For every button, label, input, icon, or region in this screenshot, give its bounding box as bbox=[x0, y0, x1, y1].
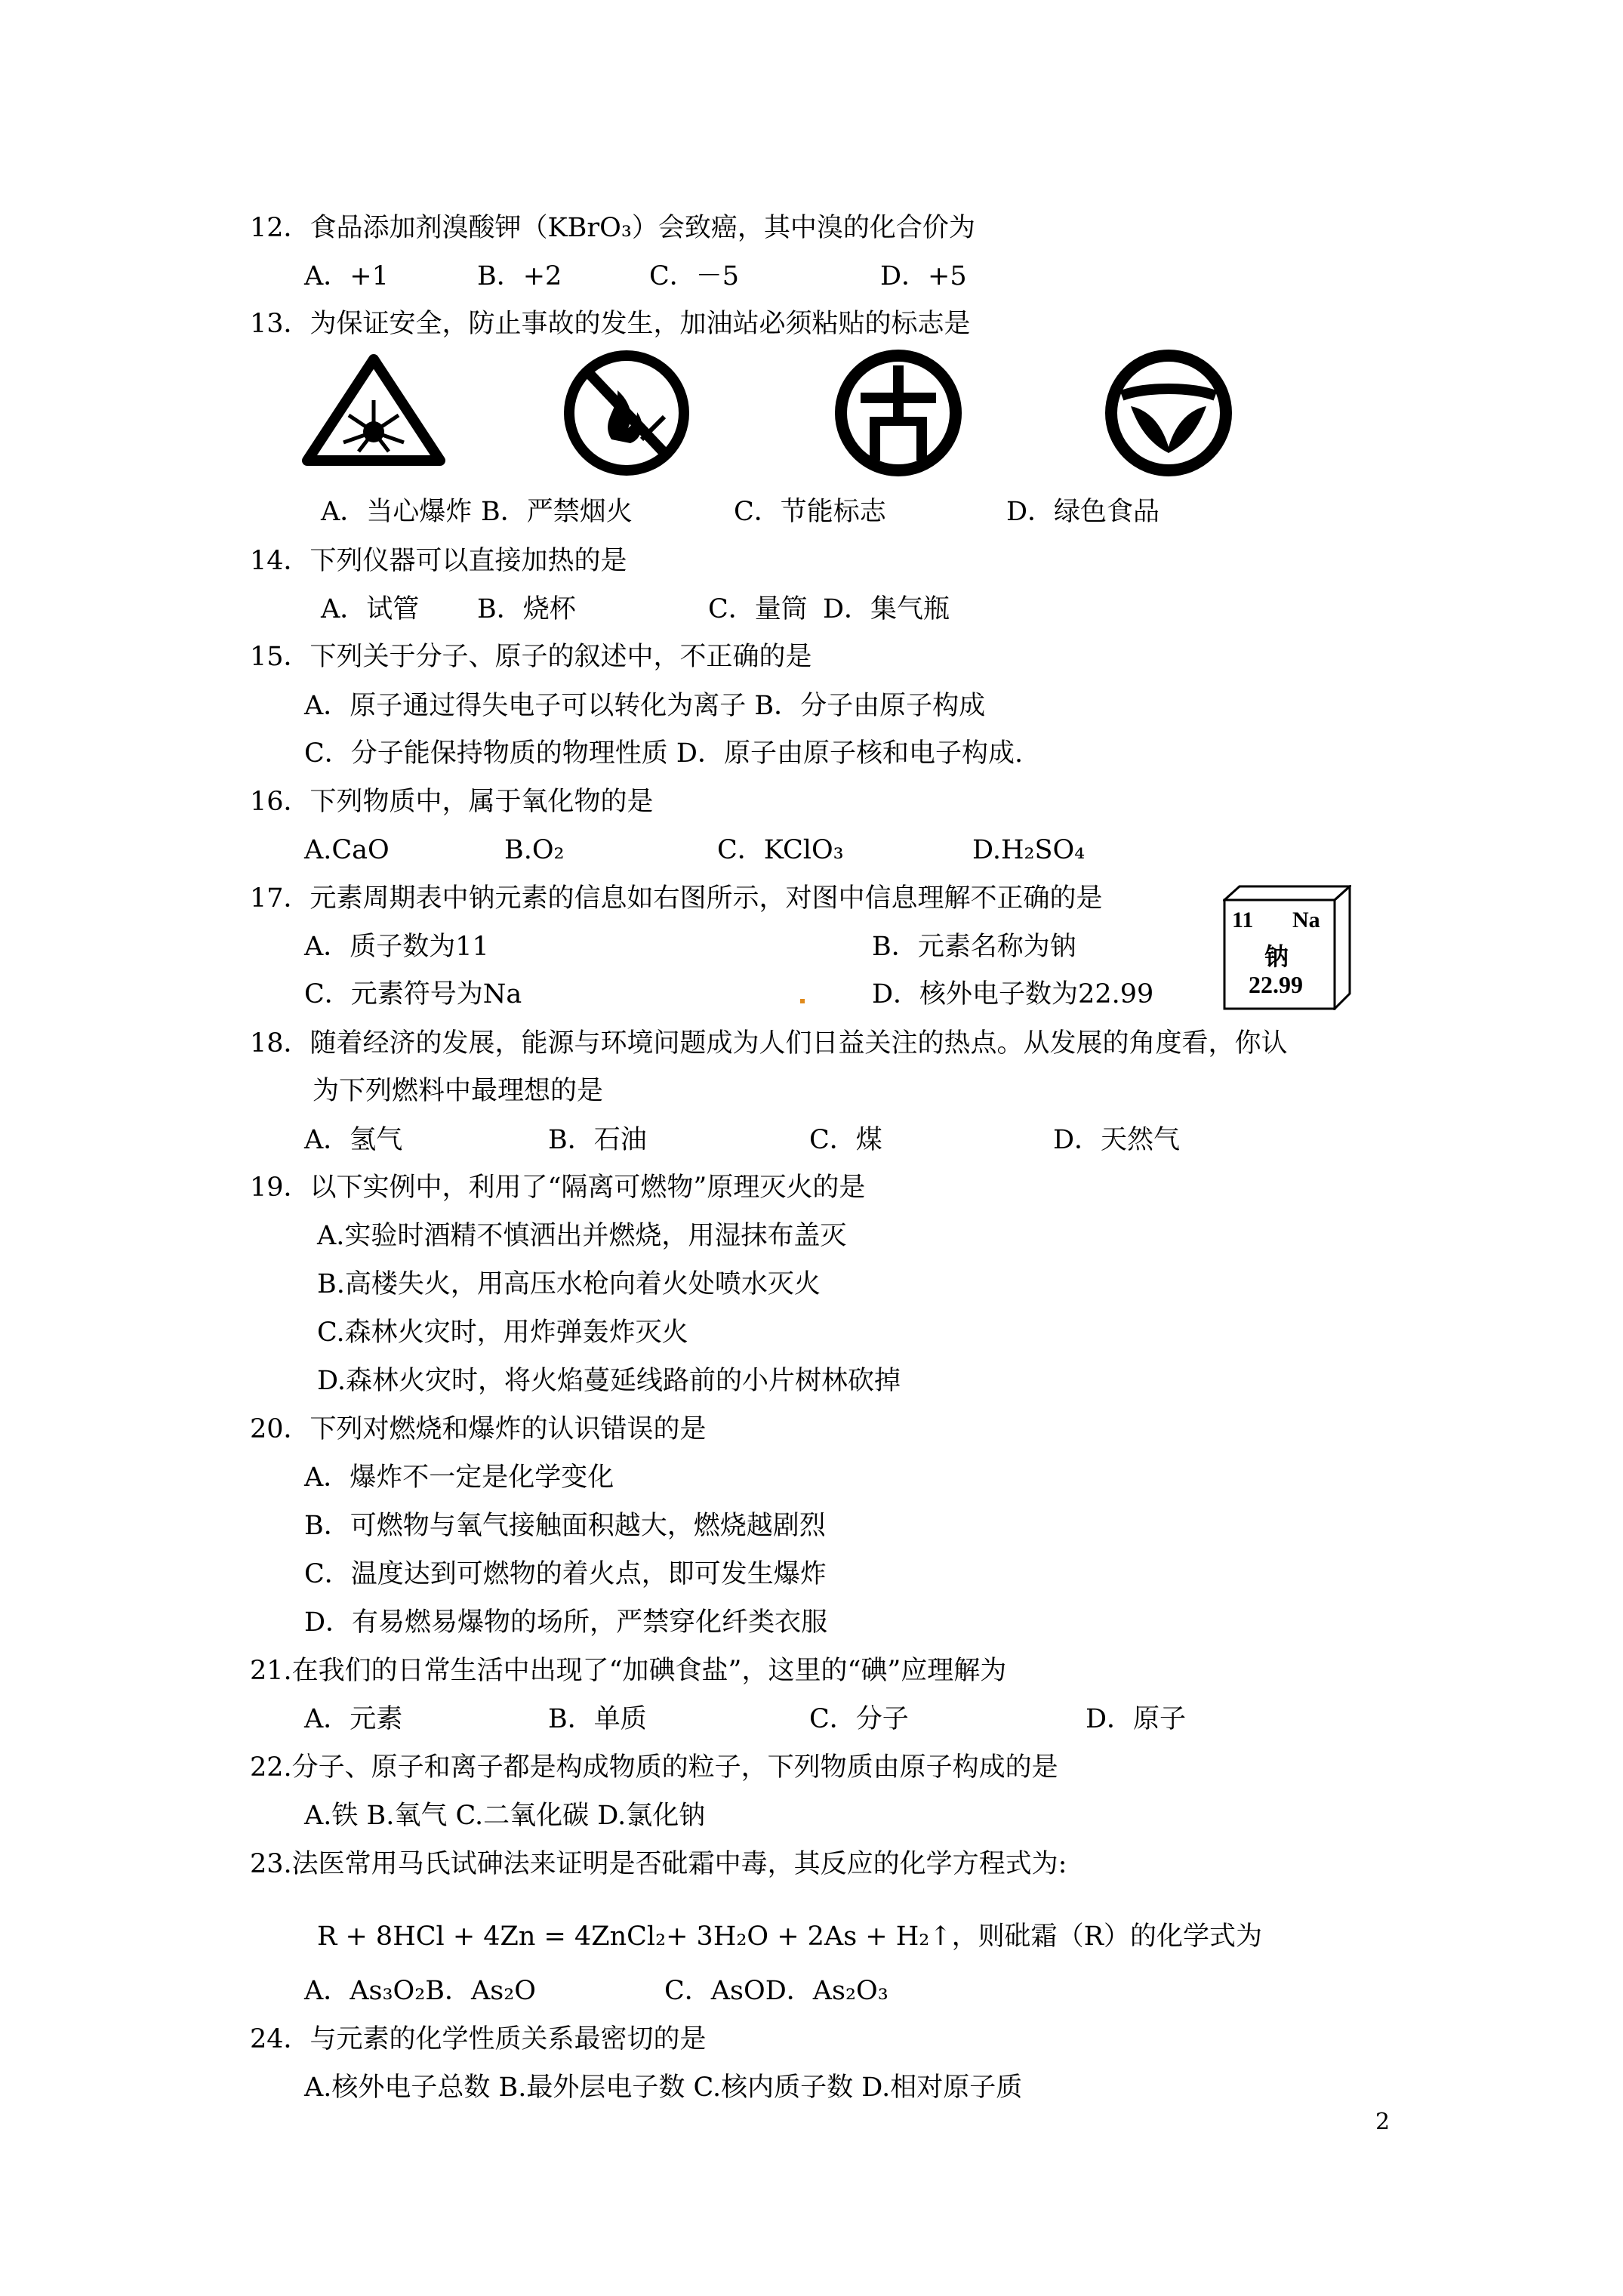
q18-option-d[interactable]: D．天然气 bbox=[1053, 1125, 1181, 1155]
q19-option-b[interactable]: B.高楼失火，用高压水枪向着火处喷水灭火 bbox=[317, 1269, 821, 1299]
q23-options-cd[interactable]: C．AsOD．As₂O₃ bbox=[664, 1976, 888, 2006]
page-number: 2 bbox=[1375, 2109, 1390, 2135]
q20-option-d[interactable]: D．有易燃易爆物的场所，严禁穿化纤类衣服 bbox=[304, 1607, 828, 1638]
q21-option-b[interactable]: B．单质 bbox=[548, 1704, 647, 1734]
q21-option-d[interactable]: D．原子 bbox=[1086, 1704, 1187, 1734]
q12-stem: 12．食品添加剂溴酸钾（KBrO₃）会致癌，其中溴的化合价为 bbox=[250, 213, 975, 243]
q12-option-c[interactable]: C．－5 bbox=[649, 261, 740, 291]
stray-mark bbox=[800, 999, 805, 1003]
q18-option-a[interactable]: A．氢气 bbox=[304, 1125, 403, 1155]
q20-option-b[interactable]: B．可燃物与氧气接触面积越大，燃烧越剧烈 bbox=[304, 1511, 826, 1541]
atomic-number: 11 bbox=[1232, 908, 1254, 932]
q23-options-ab[interactable]: A．As₃O₂B．As₂O bbox=[304, 1976, 536, 2006]
q15-stem: 15．下列关于分子、原子的叙述中，不正确的是 bbox=[250, 642, 812, 672]
q24-stem: 24．与元素的化学性质关系最密切的是 bbox=[250, 2024, 707, 2054]
q14-option-c[interactable]: C．量筒 bbox=[708, 594, 808, 624]
q13-stem: 13．为保证安全，防止事故的发生，加油站必须粘贴的标志是 bbox=[250, 309, 971, 339]
q17-option-a[interactable]: A．质子数为11 bbox=[304, 932, 489, 962]
q15-options-cd[interactable]: C．分子能保持物质的物理性质 D．原子由原子核和电子构成. bbox=[304, 738, 1024, 769]
q24-options[interactable]: A.核外电子总数 B.最外层电子数 C.核内质子数 D.相对原子质 bbox=[304, 2073, 1023, 2103]
q13-option-b[interactable]: B．严禁烟火 bbox=[481, 497, 633, 527]
q12-option-d[interactable]: D．+5 bbox=[880, 261, 967, 291]
q18-option-b[interactable]: B．石油 bbox=[548, 1125, 647, 1155]
q18-option-c[interactable]: C．煤 bbox=[809, 1125, 882, 1155]
q17-option-b[interactable]: B．元素名称为钠 bbox=[872, 932, 1076, 962]
sodium-element-card bbox=[1223, 885, 1351, 1010]
q22-options[interactable]: A.铁 B.氧气 C.二氧化碳 D.氯化钠 bbox=[304, 1801, 706, 1831]
q21-stem: 21.在我们的日常生活中出现了“加碘食盐”，这里的“碘”应理解为 bbox=[250, 1656, 1007, 1686]
element-name: 钠 bbox=[1264, 942, 1289, 971]
q21-option-a[interactable]: A．元素 bbox=[304, 1704, 403, 1734]
q21-option-c[interactable]: C．分子 bbox=[809, 1704, 909, 1734]
q18-stem-line2: 为下列燃料中最理想的是 bbox=[313, 1076, 604, 1106]
green-food-icon bbox=[1101, 349, 1236, 477]
q14-option-b[interactable]: B．烧杯 bbox=[477, 594, 576, 624]
q19-option-d[interactable]: D.森林火灾时，将火焰蔓延线路前的小片树林砍掉 bbox=[317, 1366, 901, 1396]
q15-options-ab[interactable]: A．原子通过得失电子可以转化为离子 B．分子由原子构成 bbox=[304, 691, 986, 721]
q16-option-b[interactable]: B.O₂ bbox=[504, 835, 565, 865]
explosion-warning-icon bbox=[302, 353, 445, 467]
q23-equation: R + 8HCl + 4Zn = 4ZnCl₂+ 3H₂O + 2As + H₂↑，则砒霜（R）的化学式为 bbox=[317, 1922, 1262, 1952]
q13-option-d[interactable]: D．绿色食品 bbox=[1006, 497, 1160, 527]
q20-option-a[interactable]: A．爆炸不一定是化学变化 bbox=[304, 1462, 614, 1493]
q16-option-c[interactable]: C．KClO₃ bbox=[717, 835, 844, 865]
q16-option-a[interactable]: A.CaO bbox=[304, 835, 390, 865]
q17-stem: 17．元素周期表中钠元素的信息如右图所示，对图中信息理解不正确的是 bbox=[250, 883, 1103, 914]
q23-stem: 23.法医常用马氏试砷法来证明是否砒霜中毒，其反应的化学方程式为: bbox=[250, 1849, 1067, 1879]
q20-stem: 20．下列对燃烧和爆炸的认识错误的是 bbox=[250, 1414, 707, 1444]
q12-option-a[interactable]: A．+1 bbox=[304, 261, 389, 291]
q19-stem: 19．以下实例中，利用了“隔离可燃物”原理灭火的是 bbox=[250, 1173, 866, 1203]
q20-option-c[interactable]: C．温度达到可燃物的着火点，即可发生爆炸 bbox=[304, 1559, 827, 1589]
energy-saving-icon bbox=[830, 349, 966, 477]
q14-option-d[interactable]: D．集气瓶 bbox=[823, 594, 950, 624]
q18-stem-line1: 18．随着经济的发展，能源与环境问题成为人们日益关注的热点。从发展的角度看，你认 bbox=[250, 1028, 1288, 1059]
q14-option-a[interactable]: A．试管 bbox=[321, 594, 420, 624]
q12-option-b[interactable]: B．+2 bbox=[477, 261, 562, 291]
q19-option-a[interactable]: A.实验时酒精不慎洒出并燃烧，用湿抹布盖灭 bbox=[317, 1221, 847, 1251]
q19-option-c[interactable]: C.森林火灾时，用炸弹轰炸灭火 bbox=[317, 1318, 688, 1348]
q17-option-c[interactable]: C．元素符号为Na bbox=[304, 979, 522, 1009]
element-symbol: Na bbox=[1292, 908, 1320, 932]
q17-option-d[interactable]: D．核外电子数为22.99 bbox=[872, 979, 1154, 1009]
no-fire-icon bbox=[559, 349, 694, 477]
q14-stem: 14．下列仪器可以直接加热的是 bbox=[250, 546, 627, 576]
q16-stem: 16．下列物质中，属于氧化物的是 bbox=[250, 787, 654, 817]
q16-option-d[interactable]: D.H₂SO₄ bbox=[972, 835, 1086, 865]
atomic-mass: 22.99 bbox=[1249, 971, 1303, 998]
q13-option-c[interactable]: C．节能标志 bbox=[734, 497, 886, 527]
q22-stem: 22.分子、原子和离子都是构成物质的粒子，下列物质由原子构成的是 bbox=[250, 1752, 1058, 1783]
q13-option-a[interactable]: A．当心爆炸 bbox=[321, 497, 473, 527]
